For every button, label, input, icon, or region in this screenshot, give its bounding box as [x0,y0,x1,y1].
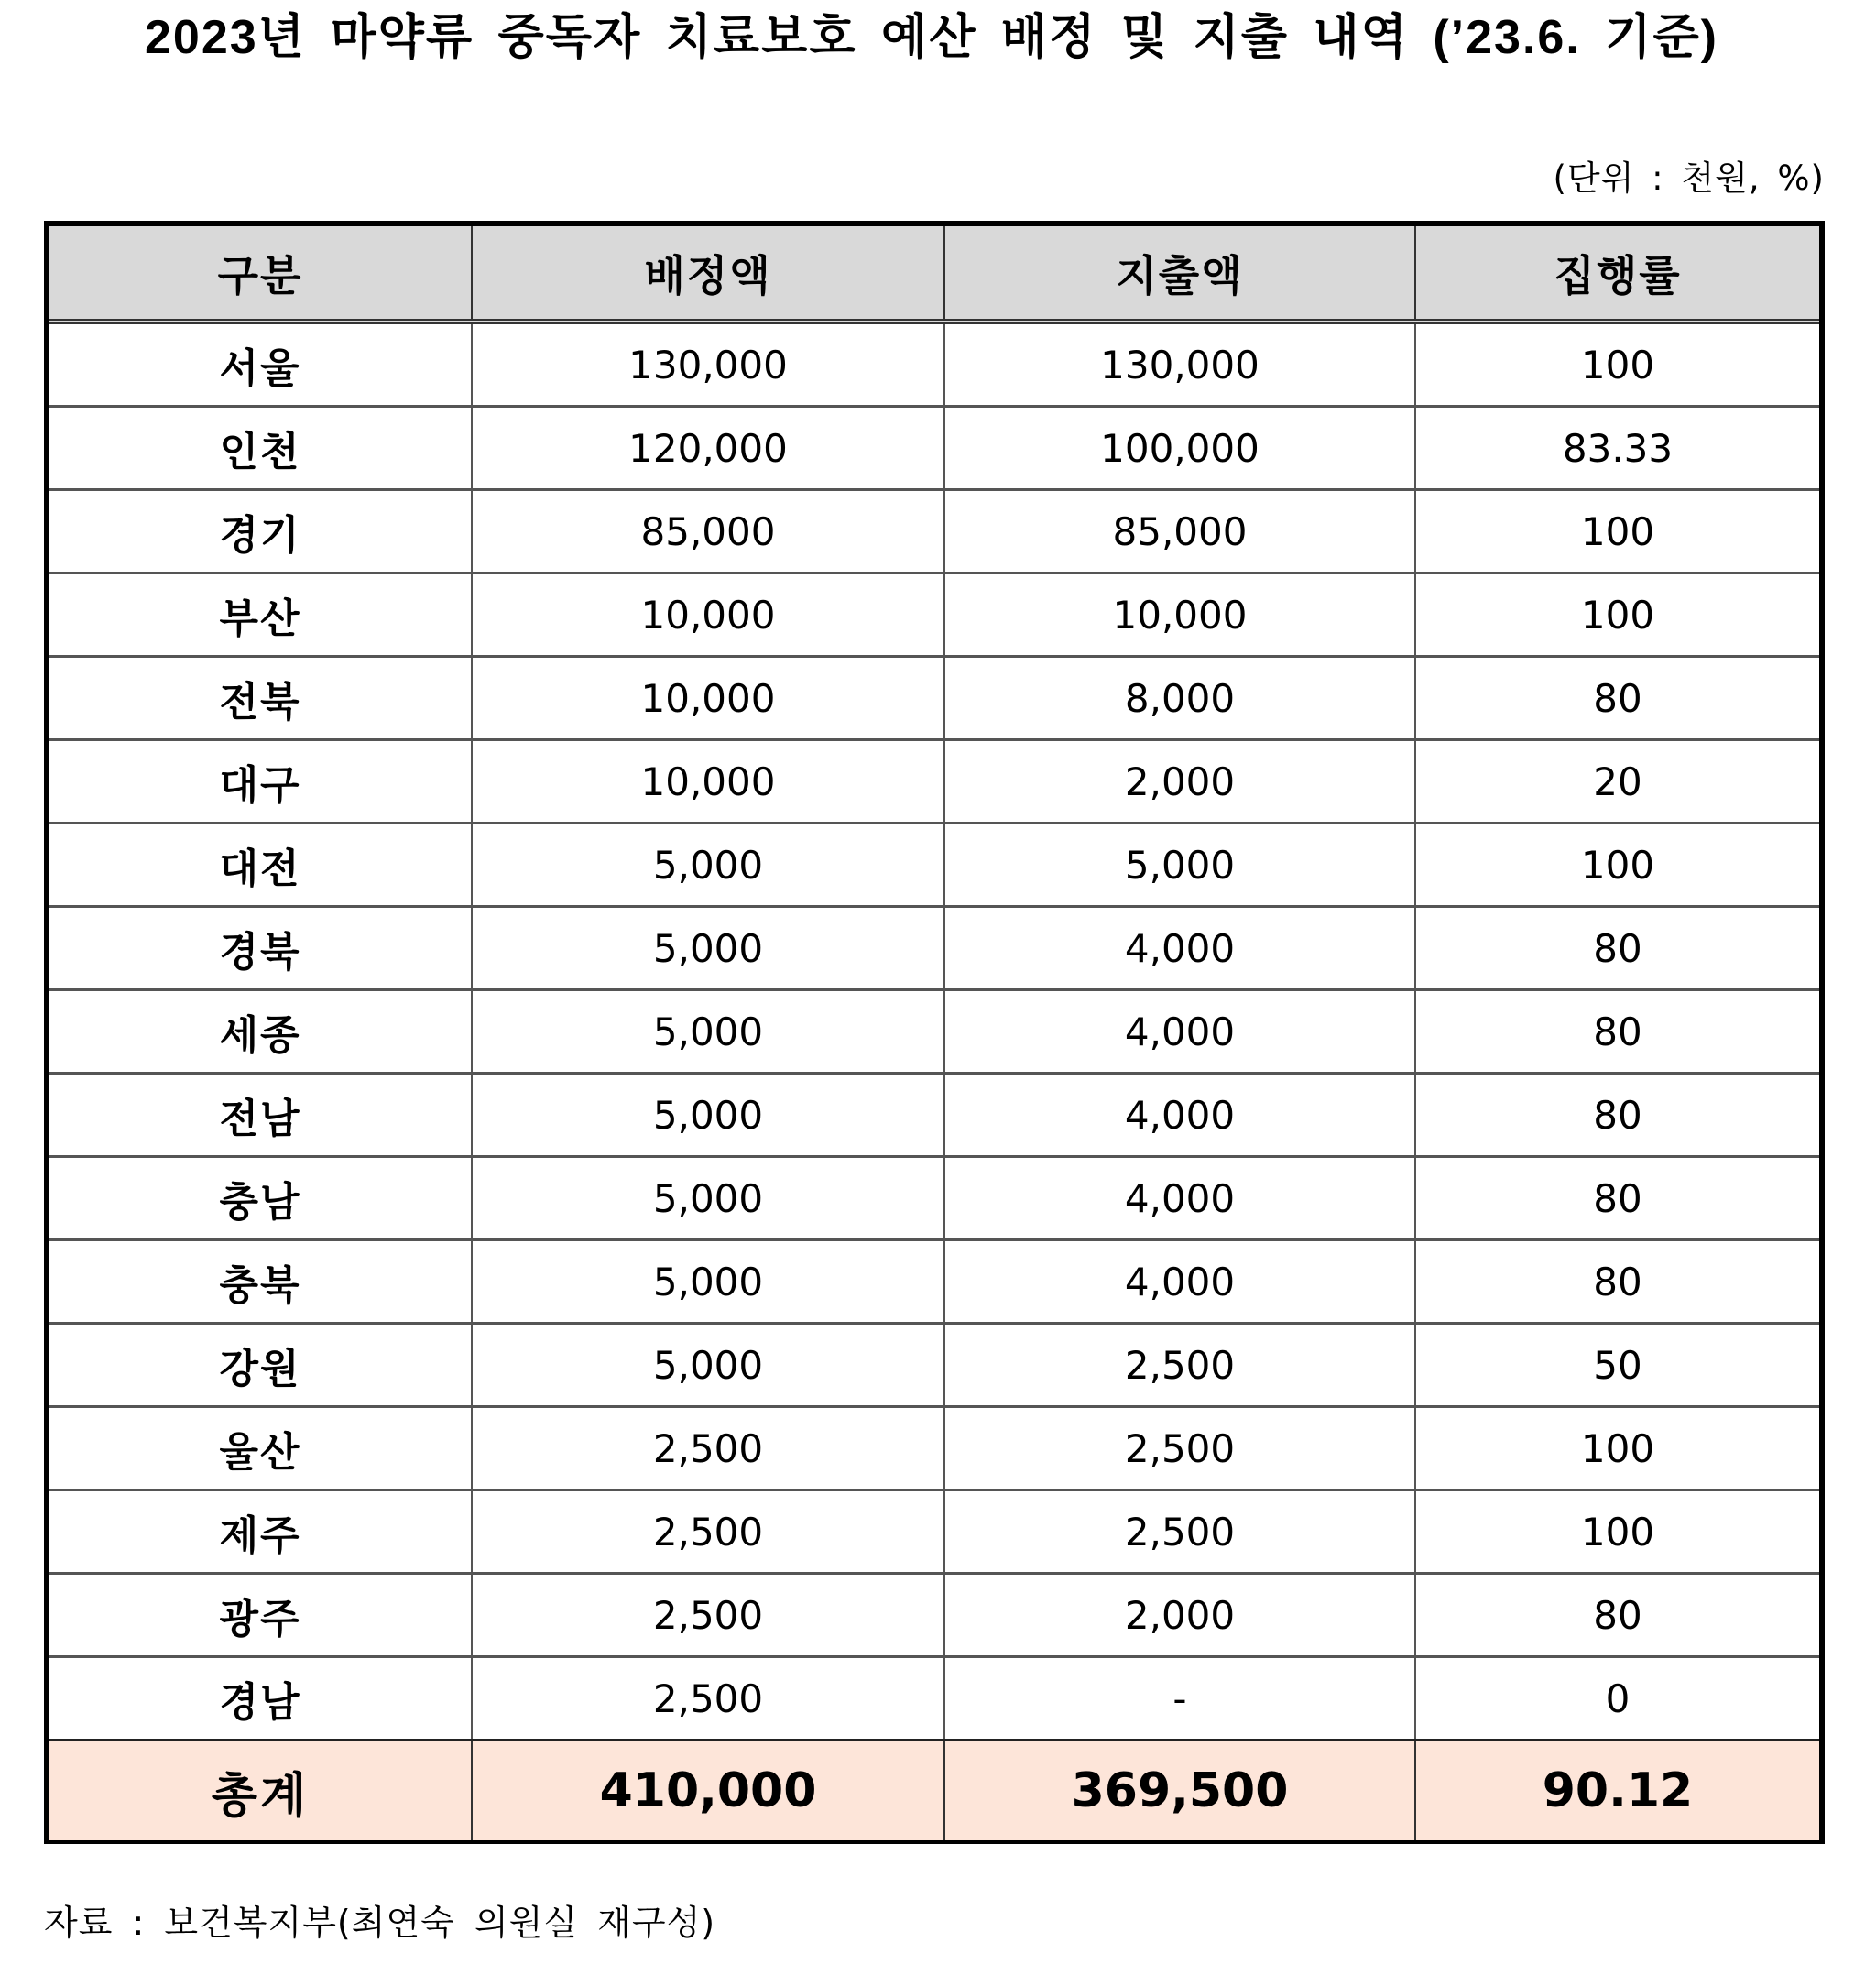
table-row [49,740,1819,824]
budget-table [49,226,1819,1840]
cell-rate: 100 [1415,1407,1819,1490]
cell-allocated: 10,000 [472,657,944,740]
cell-rate: 20 [1415,740,1819,824]
cell-spent: 4,000 [944,907,1415,990]
cell-region: 경남 [49,1657,472,1740]
cell-rate: 80 [1415,907,1819,990]
cell-rate: 0 [1415,1657,1819,1740]
header-spent: 지출액 [944,226,1415,322]
cell-allocated: 2,500 [472,1657,944,1740]
cell-allocated: 130,000 [472,322,944,407]
cell-region: 광주 [49,1574,472,1657]
cell-spent: 4,000 [944,990,1415,1074]
source-note: 자료 : 보건복지부(최연숙 의원실 재구성) [44,1903,716,1943]
cell-allocated: 120,000 [472,407,944,490]
cell-rate: 100 [1415,490,1819,573]
document-title: 2023년 마약류 중독자 치료보호 예산 배정 및 지출 내역 (’23.6. 기준) [145,11,1718,64]
table-row [49,1407,1819,1490]
cell-allocated: 2,500 [472,1490,944,1574]
table-row [49,1240,1819,1324]
cell-spent: 2,000 [944,1574,1415,1657]
unit-label: (단위 : 천원, %) [1553,158,1825,198]
cell-rate: 80 [1415,1074,1819,1157]
cell-allocated: 5,000 [472,1324,944,1407]
table-body [49,322,1819,1740]
cell-region: 충남 [49,1157,472,1240]
cell-spent: - [944,1657,1415,1740]
cell-allocated: 10,000 [472,740,944,824]
table-row [49,490,1819,573]
cell-rate: 80 [1415,990,1819,1074]
cell-region: 전북 [49,657,472,740]
cell-rate: 80 [1415,1240,1819,1324]
table-header [49,226,1819,322]
table-row [49,1324,1819,1407]
cell-spent: 4,000 [944,1074,1415,1157]
header-rate: 집행률 [1415,226,1819,322]
cell-region: 부산 [49,573,472,657]
cell-region: 제주 [49,1490,472,1574]
cell-region: 충북 [49,1240,472,1324]
cell-rate: 100 [1415,573,1819,657]
header-allocated: 배정액 [472,226,944,322]
cell-region: 세종 [49,990,472,1074]
table-row [49,1574,1819,1657]
cell-spent: 2,000 [944,740,1415,824]
cell-allocated: 5,000 [472,1074,944,1157]
cell-spent: 2,500 [944,1407,1415,1490]
total-spent: 369,500 [944,1740,1415,1841]
cell-spent: 2,500 [944,1324,1415,1407]
cell-allocated: 85,000 [472,490,944,573]
cell-region: 전남 [49,1074,472,1157]
cell-spent: 85,000 [944,490,1415,573]
cell-spent: 2,500 [944,1490,1415,1574]
cell-rate: 50 [1415,1324,1819,1407]
cell-rate: 100 [1415,322,1819,407]
table-row [49,657,1819,740]
cell-rate: 80 [1415,1574,1819,1657]
cell-spent: 100,000 [944,407,1415,490]
total-row [49,1740,1819,1841]
cell-allocated: 5,000 [472,1157,944,1240]
cell-allocated: 5,000 [472,907,944,990]
cell-region: 대구 [49,740,472,824]
cell-spent: 4,000 [944,1157,1415,1240]
table-row [49,322,1819,407]
cell-rate: 80 [1415,1157,1819,1240]
cell-allocated: 2,500 [472,1574,944,1657]
cell-allocated: 5,000 [472,824,944,907]
total-rate: 90.12 [1415,1740,1819,1841]
cell-spent: 4,000 [944,1240,1415,1324]
cell-region: 인천 [49,407,472,490]
header-region: 구분 [49,226,472,322]
total-allocated: 410,000 [472,1740,944,1841]
table-row [49,1157,1819,1240]
table-row [49,407,1819,490]
table-row [49,990,1819,1074]
table-row [49,1657,1819,1740]
cell-region: 대전 [49,824,472,907]
table-row [49,824,1819,907]
cell-region: 경북 [49,907,472,990]
cell-region: 울산 [49,1407,472,1490]
cell-allocated: 10,000 [472,573,944,657]
cell-region: 서울 [219,345,301,392]
table-row [49,907,1819,990]
cell-spent: 5,000 [944,824,1415,907]
cell-rate: 80 [1415,657,1819,740]
header-row [49,226,1819,322]
cell-rate: 83.33 [1415,407,1819,490]
cell-rate: 100 [1415,1490,1819,1574]
cell-region: 경기 [49,490,472,573]
table-row [49,1490,1819,1574]
cell-allocated: 5,000 [472,990,944,1074]
cell-spent: 8,000 [944,657,1415,740]
cell-spent: 130,000 [944,322,1415,407]
table-row [49,573,1819,657]
cell-allocated: 5,000 [472,1240,944,1324]
cell-region: 강원 [49,1324,472,1407]
cell-rate: 100 [1415,824,1819,907]
table-row [49,1074,1819,1157]
total-label: 총계 [49,1740,472,1841]
table-footer [49,1740,1819,1841]
cell-spent: 10,000 [944,573,1415,657]
budget-table-container [44,221,1825,1844]
cell-allocated: 2,500 [472,1407,944,1490]
